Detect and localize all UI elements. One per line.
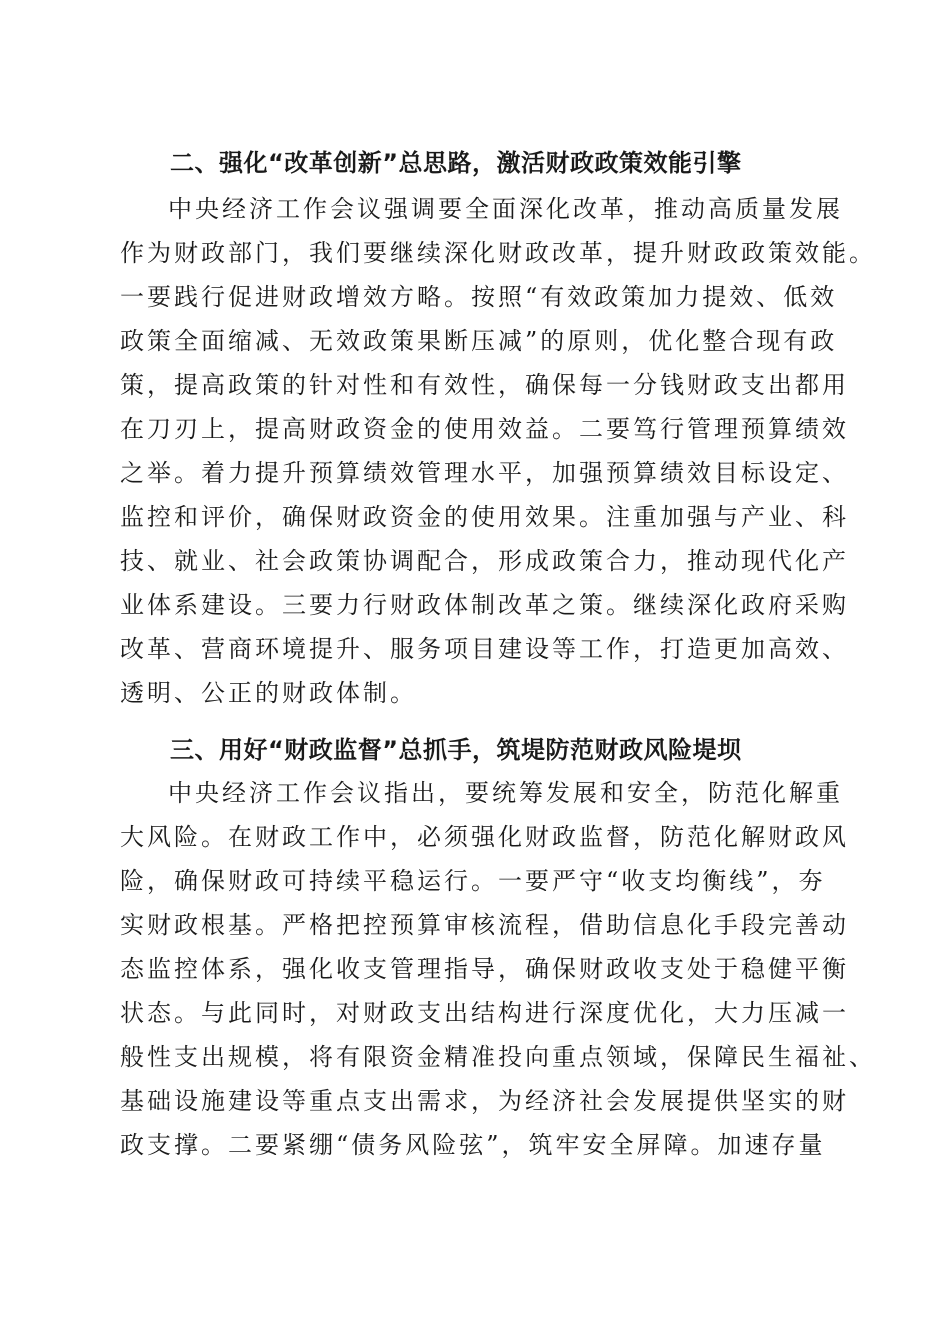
section-2-line: 改革、营商环境提升、服务项目建设等工作，打造更加高效、 [120, 635, 849, 663]
section-2-line: 政策全面缩减、无效政策果断压减”的原则，优化整合现有政 [120, 327, 838, 355]
section-3-line: 大风险。在财政工作中，必须强化财政监督，防范化解财政风 [120, 823, 849, 851]
section-2-line: 中央经济工作会议强调要全面深化改革，推动高质量发展 [168, 195, 843, 223]
section-3-heading: 三、用好“财政监督”总抓手，筑堤防范财政风险堤坝 [170, 736, 742, 764]
section-2-line: 之举。着力提升预算绩效管理水平，加强预算绩效目标设定、 [120, 459, 849, 487]
section-3-line: 态监控体系，强化收支管理指导，确保财政收支处于稳健平衡 [120, 955, 849, 983]
section-3-line: 政支撑。二要紧绷“债务风险弦”，筑牢安全屏障。加速存量 [120, 1131, 826, 1159]
section-3-line: 实财政根基。严格把控预算审核流程，借助信息化手段完善动 [120, 911, 849, 939]
section-2-line: 技、就业、社会政策协调配合，形成政策合力，推动现代化产 [120, 547, 849, 575]
section-3-line: 中央经济工作会议指出，要统筹发展和安全，防范化解重 [168, 779, 843, 807]
section-2-line: 业体系建设。三要力行财政体制改革之策。继续深化政府采购 [120, 591, 849, 619]
section-3-line: 状态。与此同时，对财政支出结构进行深度优化，大力压减一 [120, 999, 849, 1027]
section-3-line: 般性支出规模，将有限资金精准投向重点领域，保障民生福祉、 [120, 1043, 876, 1071]
section-2-line: 策，提高政策的针对性和有效性，确保每一分钱财政支出都用 [120, 371, 849, 399]
section-2-heading: 二、强化“改革创新”总思路，激活财政政策效能引擎 [170, 149, 742, 177]
section-2-line: 透明、公正的财政体制。 [120, 679, 417, 707]
section-2-line: 监控和评价，确保财政资金的使用效果。注重加强与产业、科 [120, 503, 849, 531]
section-2-line: 在刀刃上，提高财政资金的使用效益。二要笃行管理预算绩效 [120, 415, 849, 443]
section-3-line: 基础设施建设等重点支出需求，为经济社会发展提供坚实的财 [120, 1087, 849, 1115]
section-2-line: 作为财政部门，我们要继续深化财政改革，提升财政政策效能。 [120, 239, 876, 267]
section-3-line: 险，确保财政可持续平稳运行。一要严守“收支均衡线”，夯 [120, 867, 826, 895]
section-2-line: 一要践行促进财政增效方略。按照“有效政策加力提效、低效 [120, 283, 838, 311]
